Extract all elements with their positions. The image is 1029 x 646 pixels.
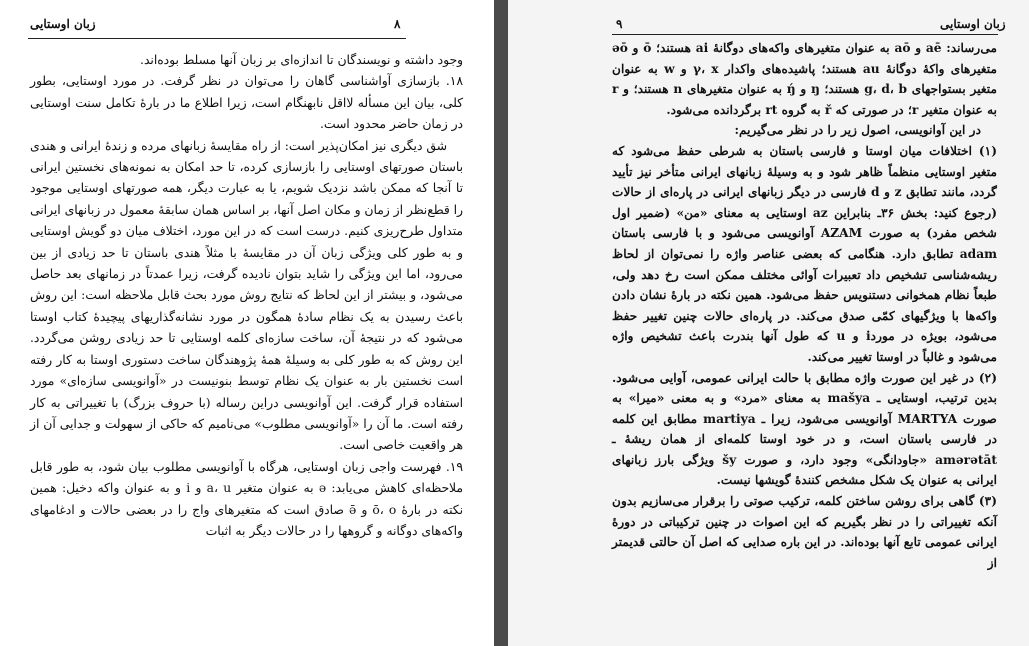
left-page-body: [30, 50, 463, 542]
paragraph: ۱۸. بازسازی آواشناسی گاهان را می‌توان در نظر گرفت. در مورد اوستایی، بطور کلی، بیان این مسأله لااقل نابهنگام است، زیرا اطلاع ما در بارهٔ تکامل سنت اوستایی در زمان حاضر محدود است.: [30, 74, 463, 132]
paragraph: (۲) در غیر این صورت واژه مطابق با حالت ایرانی عمومی، آوایی می‌شود. بدین ترتیب، اوستایی ـ mašya به معنای «مرد» و به معنی «میرا» به صورت MARTYA آوانویسی می‌شود، زیرا ـ martiya مطابق این کلمه در فارسی باستان است، و در خود اوستا کلمه‌ای از همان ریشهٔ ـ amərətāt «جاودانگی» وجود دارد، و صورت šy ویژگی بارز زبانهای ایرانی به عنوان یک شکل مشخص کنندهٔ گویشها نیست.: [612, 370, 998, 488]
left-page-header-title: زبان اوستایی: [30, 17, 96, 31]
right-page-header-title: زبان اوستایی: [940, 17, 1006, 31]
paragraph: (۱) اختلافات میان اوستا و فارسی باستان به شرطی حفظ می‌شود که متغیر اوستایی منظماً ظاهر شود و به وسیلهٔ زبانهای ایرانی متأخر نیز تأیید گردد، مانند تطابق z و d فارسی در دیگر زبانهای ایرانی در پاره‌ای از حالات (رجوع کنید: بخش ۳۶ـ بنابراین az اوستایی به معنای «من» (ضمیر اول شخص مفرد) به صورت AZAM آوانویسی می‌شود و با فارسی باستان adam تطابق دارد. هنگامی که بعضی عناصر واژه را نمی‌توان از لحاظ ریشه‌شناسی تشخیص داد تعبیرات آوائی مختلف ممکن است رخ دهد ولی، طبعاً نظام همخوانی دستنویس حفظ می‌شود. همین نکته در بارهٔ نشان دادن واکه‌ها با ویژگیهای کمّی صدق می‌کند. در پاره‌ای حالات چنین تغییر حفظ می‌شود، بویژه در موردi و u که طول آنها بندرت باعث تشخیص واژه می‌شود و غالباً در اوستا تغییر می‌کند.: [612, 143, 998, 364]
right-page-number: ۹: [616, 17, 623, 31]
left-header-rule: [28, 38, 406, 39]
paragraph: می‌رساند: aē و aō به عنوان متغیرهای واکه‌های دوگانهٔ ai هستند؛ ō و əō متغیرهای واکهٔ دوگانهٔ au هستند؛ پاشیده‌های واکدار γ، x و w به عنوان متغیر بستواجهای g، d، b هستند؛ ŋ و ŋ́ به عنوان متغیرهای n هستند؛ و r به عنوان متغیر r؛ در صورتی که ř به گروه rt برگردانده می‌شود.: [612, 41, 998, 117]
paragraph: در این آوانویسی، اصول زیر را در نظر می‌گیریم:: [734, 123, 981, 138]
paragraph: شق دیگری نیز امکان‌پذیر است: از راه مقایسهٔ زبانهای مرده و زندهٔ ایرانی و هندی باستان صورتهای اوستایی را بازسازی کرده، تا حد امکان به نمونه‌های نخستین ایرانی تا آنجا که ممکن باشد نزدیک شویم، یا به عبارت دیگر، همه صورتهای اوستایی موجود را قطع‌نظر از زمان و مکان اصل آنها، بر اساس همان سابقهٔ معمول در زبانهای ایرانی متداول طرح‌ریزی کنیم. درست است که در این مورد، اختلاف میان دو گویش اوستایی و به طور کلی ویژگی زبان آن در مقایسهٔ با مثلاً هندی باستان تا حد زیادی از بین می‌رود، اما این ویژگی را شاید بتوان نادیده گرفت، زیرا عمدتاً در زمانهای بعد حاصل می‌شود، و بیشتر از این لحاظ که نتایج روش مورد بحث قابل ملاحظه است: این روش باعث رسیدن به یک نظام سادهٔ همگون در مورد نشانه‌گذاریهای پیچیدهٔ کتاب اوستا می‌شود که در نتیجهٔ آن، ساخت سازه‌ای کلمه اوستایی تا حد زیادی روشن می‌گردد. این روش که به طور کلی به وسیلهٔ همهٔ پژوهندگان ساخت دستوری اوستا به کار رفته است نخستین بار به عنوان یک نظام توسط بنونیست در «آوانویسی سازه‌ای» مورد استفاده قرار گرفت. این آوانویسی دراین رساله (با حروف بزرگ) با تغییراتی به کار رفته است. ما آن را «آوانویسی مطلوب» می‌نامیم که حاکی از سهولت و جدایی آن از هر واقعیت خاصی است.: [30, 138, 463, 453]
left-page-number: ۸: [394, 17, 401, 31]
book-gutter: [494, 0, 508, 646]
paragraph: ۱۹. فهرست واجی زبان اوستایی، هرگاه با آوانویسی مطلوب بیان شود، به طور قابل ملاحظه‌ای کاهش می‌یابد: ə به عنوان متغیر a، u و i و به عنوان واکه دخیل: همین نکته در بارهٔ ō، o و ə̄ صادق است که متغیرهای واج را در بعضی حالات و ادغامهای واکه‌های دوگانه و گروهها را در حالات دیگر به اثبات: [30, 459, 463, 538]
paragraph: وجود داشته و نویسندگان تا اندازه‌ای بر زبان آنها مسلط بوده‌اند.: [140, 53, 463, 67]
paragraph: (۳) گاهی برای روشن ساختن کلمه، ترکیب صوتی را برقرار می‌سازیم بدون آنکه تغییراتی را در نظر بگیریم که این اصوات در چنین ترکیباتی در دورهٔ ایرانی عمومی تابع آنها بوده‌اند. در این باره صدایی که اصل آن حالتی قدیمتر از: [612, 494, 997, 570]
right-page-body: [612, 38, 997, 573]
right-page: [508, 0, 1029, 646]
left-page: [0, 0, 494, 646]
right-header-rule: [612, 34, 998, 35]
